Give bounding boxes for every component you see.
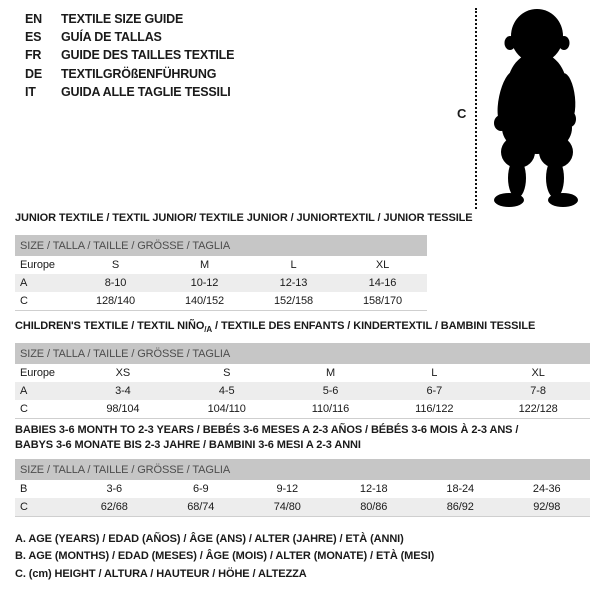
- height-measure-dotted-line: [475, 8, 477, 209]
- language-title-list: [25, 10, 234, 101]
- height-measure-label: C: [457, 106, 467, 121]
- table-cell: 6-7: [426, 385, 443, 397]
- table-cell: S: [111, 259, 120, 271]
- table-row: [15, 364, 590, 382]
- table-cell: 12-13: [279, 277, 308, 289]
- lang-code: IT: [25, 84, 36, 99]
- legend-line-a: A. AGE (YEARS) / EDAD (AÑOS) / ÂGE (ANS) / ALTER (JAHRE) / ETÀ (ANNI): [15, 533, 404, 545]
- table-cell: 6-9: [192, 483, 209, 495]
- lang-code: FR: [25, 48, 42, 63]
- children-title-subscript: /A: [204, 325, 213, 335]
- baby-silhouette: [484, 6, 592, 208]
- table-cell: 86/92: [446, 500, 474, 513]
- table-cell: 3-4: [115, 385, 131, 397]
- lang-title: TEXTILGRÖßENFÜHRUNG: [61, 66, 217, 81]
- table-cell: 5-6: [322, 385, 339, 397]
- lang-title: GUIDE DES TAILLES TEXTILE: [61, 48, 235, 63]
- table-cell: 8-10: [104, 277, 127, 289]
- lang-code: DE: [25, 66, 42, 81]
- table-cell: C: [20, 402, 28, 415]
- babies-section-title: [15, 423, 518, 452]
- table-cell: A: [20, 385, 28, 397]
- legend-line-b: B. AGE (MONTHS) / EDAD (MESES) / ÂGE (MOIS) / ALTER (MONATE) / ETÀ (MESI): [15, 550, 435, 563]
- table-cell: XS: [115, 367, 131, 379]
- table-cell: 12-18: [359, 483, 388, 495]
- junior-size-table: [15, 235, 427, 311]
- table-row: [15, 400, 590, 418]
- table-cell: 62/68: [100, 500, 128, 513]
- lang-code: EN: [25, 12, 42, 26]
- children-title-text: CHILDREN'S TEXTILE / TEXTIL NIÑO: [15, 320, 205, 332]
- table-cell: 10-12: [190, 277, 219, 289]
- table-cell: C: [20, 500, 28, 513]
- table-cell: S: [223, 367, 231, 379]
- table-cell: 14-16: [368, 277, 397, 289]
- table-row: [15, 292, 427, 310]
- babies-size-table: [15, 459, 590, 517]
- babies-title-line2: BABYS 3-6 MONATE BIS 2-3 JAHRE / BAMBINI 3-6 MESI A 2-3 ANNI: [15, 438, 361, 451]
- children-title-text: / TEXTILE DES ENFANTS / KINDERTEXTIL / BAMBINI TESSILE: [212, 320, 536, 332]
- table-cell: 74/80: [273, 500, 301, 513]
- table-cell: A: [20, 277, 28, 289]
- table-cell: 92/98: [533, 500, 561, 513]
- table-row: [15, 382, 590, 400]
- size-header-bar: [15, 459, 590, 480]
- babies-title-line1: BABIES 3-6 MONTH TO 2-3 YEARS / BEBÉS 3-6 MESES A 2-3 AÑOS / BÉBÉS 3-6 MOIS À 2-3 ANS /: [15, 424, 519, 436]
- table-row: [15, 256, 427, 274]
- table-cell: 9-12: [276, 483, 299, 495]
- table-cell: 116/122: [415, 402, 454, 415]
- table-cell: XL: [375, 259, 390, 271]
- table-cell: B: [20, 483, 28, 495]
- table-cell: M: [199, 259, 210, 271]
- size-header-bar: [15, 235, 427, 256]
- junior-section-title: JUNIOR TEXTILE / TEXTIL JUNIOR/ TEXTILE JUNIOR / JUNIORTEXTIL / JUNIOR TESSILE: [15, 212, 473, 224]
- table-cell: 128/140: [95, 294, 136, 307]
- lang-code: ES: [25, 30, 42, 45]
- table-cell: 104/110: [207, 402, 246, 415]
- lang-title: GUÍA DE TALLAS: [61, 30, 162, 45]
- children-section-title: [15, 320, 535, 334]
- table-cell: 140/152: [184, 294, 225, 307]
- table-row: [15, 498, 590, 516]
- size-header-bar: [15, 343, 590, 364]
- lang-title: GUIDA ALLE TAGLIE TESSILI: [61, 84, 231, 99]
- children-size-table: [15, 343, 590, 419]
- table-cell: L: [290, 259, 297, 271]
- size-header-label: SIZE / TALLA / TAILLE / GRÖSSE / TAGLIA: [15, 235, 427, 256]
- table-cell: Europe: [20, 367, 55, 379]
- table-row: [15, 480, 590, 498]
- table-cell: L: [431, 367, 438, 379]
- table-row: [15, 274, 427, 292]
- table-cell: 152/158: [273, 294, 314, 307]
- table-cell: 68/74: [187, 500, 215, 513]
- table-cell: Europe: [20, 259, 55, 271]
- legend-line-c: C. (cm) HEIGHT / ALTURA / HAUTEUR / HÖHE / ALTEZZA: [15, 567, 307, 580]
- table-cell: 7-8: [530, 385, 546, 397]
- size-header-label: SIZE / TALLA / TAILLE / GRÖSSE / TAGLIA: [15, 343, 590, 364]
- table-cell: 18-24: [446, 483, 475, 495]
- table-cell: 80/86: [360, 500, 388, 513]
- table-cell: C: [20, 294, 28, 307]
- table-cell: 98/104: [106, 402, 140, 415]
- table-cell: XL: [531, 367, 545, 379]
- table-cell: 3-6: [106, 483, 123, 495]
- table-cell: 110/116: [311, 402, 350, 415]
- size-header-label: SIZE / TALLA / TAILLE / GRÖSSE / TAGLIA: [15, 459, 590, 480]
- table-cell: 4-5: [218, 385, 235, 397]
- table-cell: 158/170: [362, 294, 403, 307]
- table-cell: 24-36: [532, 483, 561, 495]
- table-cell: M: [325, 367, 336, 379]
- legend: [15, 531, 434, 583]
- table-cell: 122/128: [518, 402, 558, 415]
- lang-title: TEXTILE SIZE GUIDE: [61, 12, 184, 26]
